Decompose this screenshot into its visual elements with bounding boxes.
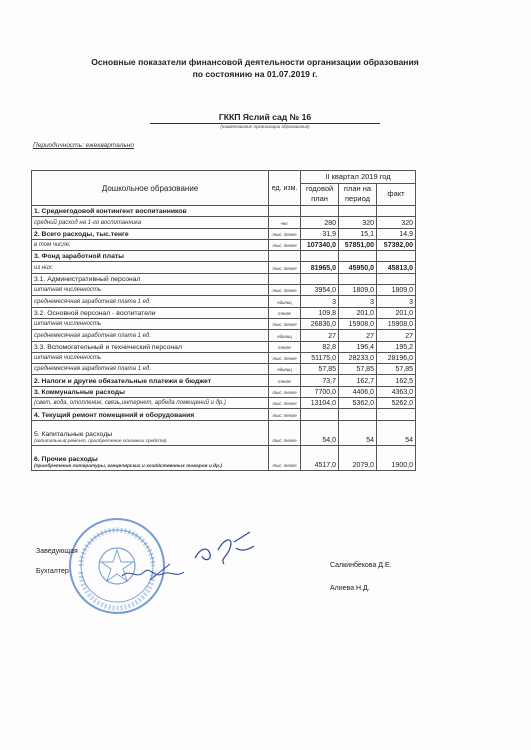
row-plan-year: 3954,0 <box>301 285 339 296</box>
row-plan-period: 45950,0 <box>339 262 377 273</box>
organization-name: ГККП Яслий сад № 16 <box>218 112 312 122</box>
row-label: среднемесячная заработная плата 1 ед. <box>32 330 269 341</box>
periodicity: Периодичность: ежеквартально <box>33 142 134 149</box>
row-unit: единиц <box>269 364 301 375</box>
row-label: 3. Фонд заработной платы <box>32 251 269 262</box>
row-plan-year: 13104,0 <box>301 398 339 409</box>
row-plan-period: 2079,0 <box>339 445 377 470</box>
table-row <box>32 364 416 375</box>
row-unit: тенге <box>269 341 301 352</box>
title-line-1: Основные показатели финансовой деятельности организации образования <box>91 57 419 67</box>
row-plan-period: 320 <box>339 217 377 228</box>
organization-note: (наименование организации образования) <box>220 124 310 129</box>
row-plan-year: 73,7 <box>301 375 339 386</box>
row-plan-period: 3 <box>339 296 377 307</box>
header-fact: факт <box>376 183 415 205</box>
header-quarter: II квартал 2019 год <box>301 171 416 184</box>
row-fact: 5262,0 <box>376 398 415 409</box>
row-fact: 320 <box>376 217 415 228</box>
row-unit: единиц <box>269 296 301 307</box>
row-label: 5. Капитальные расходы (капитальный ремонт, приобретение основных средств) <box>32 420 269 445</box>
row-label: 3.1. Административный персонал <box>32 273 269 284</box>
row-unit: тыс. тенге <box>269 445 301 470</box>
row-unit: тыс. тенге <box>269 409 301 420</box>
row-fact: 15908,0 <box>376 318 415 329</box>
row-fact: 57392,00 <box>376 239 415 250</box>
row-fact: 28196,0 <box>376 352 415 363</box>
row-plan-period <box>339 206 377 217</box>
accountant-name: Алиева Н.Д. <box>330 585 370 592</box>
row-fact: 4363,0 <box>376 386 415 397</box>
row-plan-year: 26836,0 <box>301 318 339 329</box>
header-name: Дошкольное образование <box>32 171 269 206</box>
row-fact <box>376 409 415 420</box>
row-label: в том числе: <box>32 239 269 250</box>
row-plan-period: 162,7 <box>339 375 377 386</box>
table-row <box>32 228 416 239</box>
table-row <box>32 341 416 352</box>
table-row <box>32 273 416 284</box>
header-plan-period: план на период <box>339 183 377 205</box>
table-row <box>32 420 416 445</box>
row-fact <box>376 206 415 217</box>
row-unit: тыс. тенге <box>269 420 301 445</box>
row-plan-period: 201,0 <box>339 307 377 318</box>
accountant-signature <box>120 562 200 584</box>
row-unit: тыс. тенге <box>269 398 301 409</box>
table-row <box>32 296 416 307</box>
row-label: среднемесячная заработная плата 1 ед. <box>32 364 269 375</box>
row-plan-year: 81965,0 <box>301 262 339 273</box>
head-signature <box>190 528 260 568</box>
row-unit: единиц <box>269 330 301 341</box>
row-fact: 57,85 <box>376 364 415 375</box>
row-unit <box>269 251 301 262</box>
table-row <box>32 409 416 420</box>
row-plan-period: 57851,00 <box>339 239 377 250</box>
header-plan-year: годовой план <box>301 183 339 205</box>
row-plan-period <box>339 409 377 420</box>
table-row <box>32 386 416 397</box>
row-plan-period: 196,4 <box>339 341 377 352</box>
row-fact: 1809,0 <box>376 285 415 296</box>
row-unit: тыс. тенге <box>269 285 301 296</box>
row-label: 3. Коммунальные расходы <box>32 386 269 397</box>
row-fact: 45813,0 <box>376 262 415 273</box>
row-label: штатная численность <box>32 285 269 296</box>
row-label: штатная численность <box>32 318 269 329</box>
table-row <box>32 318 416 329</box>
table-header-row <box>32 171 416 184</box>
accountant-label: Бухгалтер <box>36 568 69 575</box>
row-unit: тыс. тенге <box>269 318 301 329</box>
financial-table <box>31 170 416 471</box>
row-unit: тыс. тенге <box>269 228 301 239</box>
table-row <box>32 445 416 470</box>
row-label: 3.3. Вспомогательный и технический персонал <box>32 341 269 352</box>
row-unit: тыс. тенге <box>269 352 301 363</box>
row-unit: тыс. тенге <box>269 386 301 397</box>
table-row <box>32 352 416 363</box>
row-plan-period: 27 <box>339 330 377 341</box>
row-plan-year: 57,85 <box>301 364 339 375</box>
row-fact: 162,5 <box>376 375 415 386</box>
row-plan-year <box>301 251 339 262</box>
table-row <box>32 307 416 318</box>
row-plan-period: 1809,0 <box>339 285 377 296</box>
row-plan-year: 109,8 <box>301 307 339 318</box>
row-plan-year: 31,9 <box>301 228 339 239</box>
row-label: средний расход на 1-го воспитанника <box>32 217 269 228</box>
row-plan-period: 28233,0 <box>339 352 377 363</box>
row-fact: 3 <box>376 296 415 307</box>
row-plan-period: 57,85 <box>339 364 377 375</box>
table-row <box>32 206 416 217</box>
row-plan-year: 27 <box>301 330 339 341</box>
row-plan-year: 7700,0 <box>301 386 339 397</box>
document-title <box>60 56 450 80</box>
row-plan-year <box>301 206 339 217</box>
row-unit: тыс. тенге <box>269 239 301 250</box>
row-plan-period: 4406,0 <box>339 386 377 397</box>
table-row <box>32 330 416 341</box>
row-plan-year: 4517,0 <box>301 445 339 470</box>
row-unit: чел. <box>269 217 301 228</box>
row-label: 4. Текущий ремонт помещений и оборудования <box>32 409 269 420</box>
row-fact: 195,2 <box>376 341 415 352</box>
table-row <box>32 398 416 409</box>
row-plan-year: 107340,0 <box>301 239 339 250</box>
row-label: 1. Среднегодовой контингент воспитанников <box>32 206 269 217</box>
row-unit <box>269 206 301 217</box>
row-fact: 1900,0 <box>376 445 415 470</box>
row-label: 6. Прочие расходы (приобретение литературы, канцелярских и хозяйственных товаров и др.) <box>32 445 269 470</box>
row-label: 2. Налоги и другие обязательные платежи в бюджет <box>32 375 269 386</box>
row-plan-period: 54 <box>339 420 377 445</box>
capital-note: (капитальный ремонт, приобретение основных средств) <box>34 438 167 444</box>
row-plan-year: 82,8 <box>301 341 339 352</box>
row-plan-year: 280 <box>301 217 339 228</box>
head-label: Заведующая <box>36 548 78 555</box>
header-unit: ед. изм. <box>269 171 301 206</box>
row-unit <box>269 273 301 284</box>
row-unit: тенге <box>269 307 301 318</box>
row-fact <box>376 251 415 262</box>
row-plan-year: 3 <box>301 296 339 307</box>
row-plan-year <box>301 273 339 284</box>
head-name: Салкинбекова Д.Е. <box>330 562 392 569</box>
other-note: (приобретение литературы, канцелярских и хозяйственных товаров и др.) <box>34 463 222 469</box>
row-plan-period: 15,1 <box>339 228 377 239</box>
row-label: 2. Всего расходы, тыс.тенге <box>32 228 269 239</box>
table-row <box>32 251 416 262</box>
table-row <box>32 217 416 228</box>
table-row <box>32 262 416 273</box>
table-row <box>32 285 416 296</box>
row-label: 3.2. Основной персонал - воспитатели <box>32 307 269 318</box>
row-label: штатная численность <box>32 352 269 363</box>
row-fact: 14,9 <box>376 228 415 239</box>
row-plan-year: 51175,0 <box>301 352 339 363</box>
title-line-2: по состоянию на 01.07.2019 г. <box>192 69 318 79</box>
row-unit: тыс. тенге <box>269 262 301 273</box>
row-fact: 201,0 <box>376 307 415 318</box>
row-plan-year: 54,0 <box>301 420 339 445</box>
row-label: (свет, вода, отопление, связь,интернет, арбнда помещений и др.) <box>32 398 269 409</box>
row-plan-period <box>339 251 377 262</box>
row-label: среднемесячная заработная плата 1 ед. <box>32 296 269 307</box>
row-fact: 27 <box>376 330 415 341</box>
row-plan-period <box>339 273 377 284</box>
row-label: из них: <box>32 262 269 273</box>
table-body <box>32 206 416 471</box>
row-fact <box>376 273 415 284</box>
table-row <box>32 375 416 386</box>
row-fact: 54 <box>376 420 415 445</box>
row-plan-period: 15908,0 <box>339 318 377 329</box>
row-plan-year <box>301 409 339 420</box>
table-row <box>32 239 416 250</box>
row-plan-period: 5362,0 <box>339 398 377 409</box>
row-unit: тенге <box>269 375 301 386</box>
